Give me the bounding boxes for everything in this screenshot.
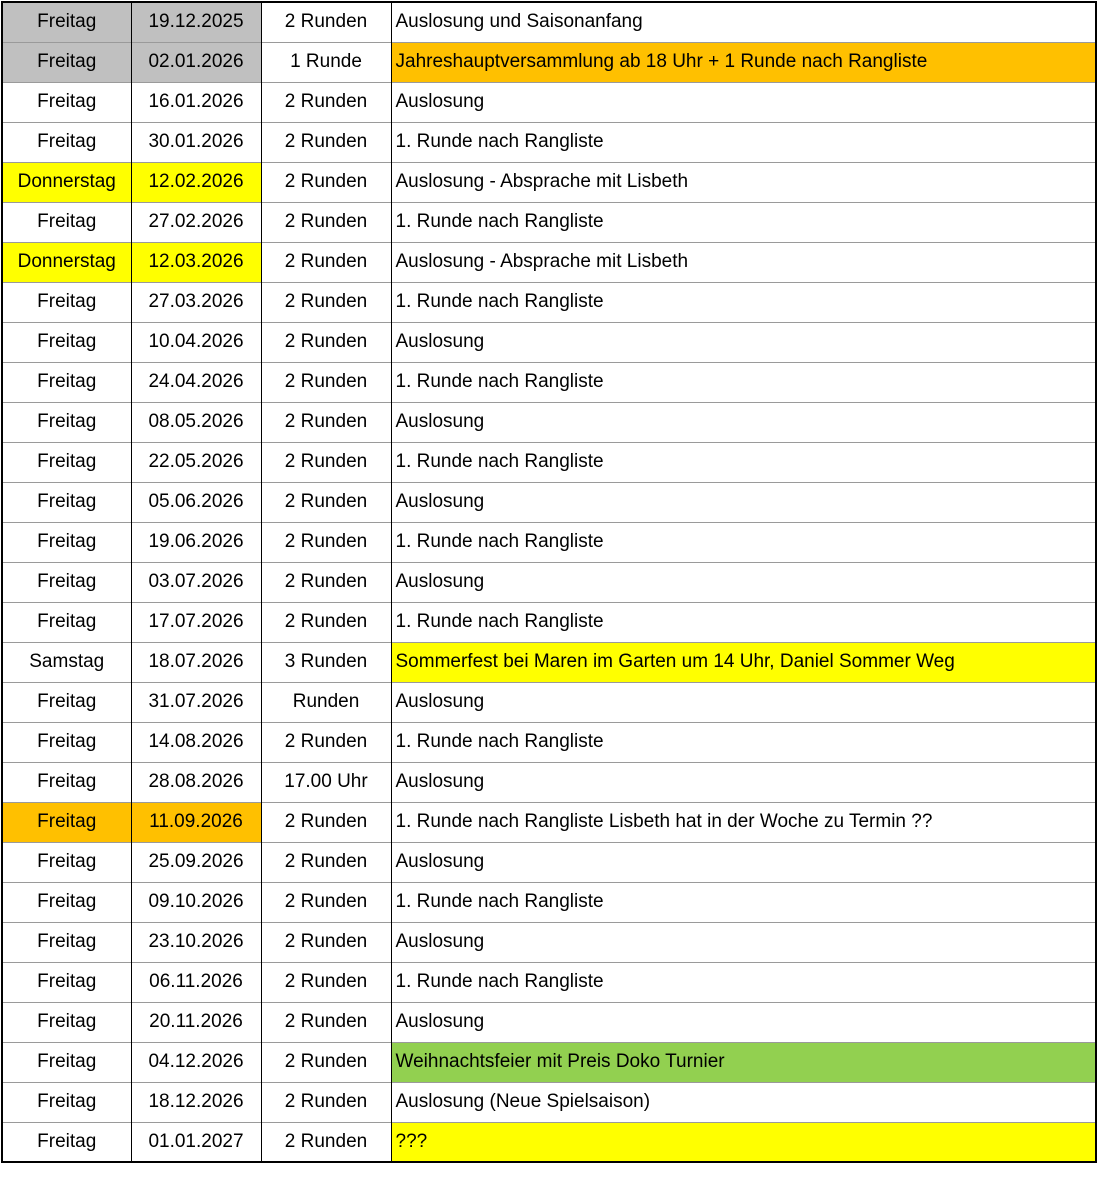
table-row <box>2 562 1096 602</box>
weekday-cell[interactable]: Freitag <box>2 1122 131 1162</box>
date-cell[interactable]: 28.08.2026 <box>131 762 261 802</box>
note-cell[interactable]: Auslosung <box>391 322 1096 362</box>
note-cell[interactable]: 1. Runde nach Rangliste <box>391 362 1096 402</box>
weekday-cell[interactable]: Freitag <box>2 922 131 962</box>
table-row <box>2 2 1096 42</box>
date-cell[interactable]: 22.05.2026 <box>131 442 261 482</box>
weekday-cell[interactable]: Freitag <box>2 602 131 642</box>
rounds-cell[interactable]: 2 Runden <box>261 1002 391 1042</box>
weekday-cell[interactable]: Freitag <box>2 122 131 162</box>
date-cell[interactable]: 20.11.2026 <box>131 1002 261 1042</box>
rounds-cell[interactable]: 2 Runden <box>261 242 391 282</box>
date-cell[interactable]: 23.10.2026 <box>131 922 261 962</box>
rounds-cell[interactable]: 2 Runden <box>261 802 391 842</box>
rounds-cell[interactable]: 2 Runden <box>261 362 391 402</box>
date-cell[interactable]: 31.07.2026 <box>131 682 261 722</box>
note-cell[interactable]: Auslosung - Absprache mit Lisbeth <box>391 162 1096 202</box>
note-cell[interactable]: 1. Runde nach Rangliste <box>391 722 1096 762</box>
date-cell[interactable]: 30.01.2026 <box>131 122 261 162</box>
note-cell[interactable]: Auslosung - Absprache mit Lisbeth <box>391 242 1096 282</box>
table-row <box>2 602 1096 642</box>
weekday-cell[interactable]: Freitag <box>2 2 131 42</box>
table-row <box>2 322 1096 362</box>
rounds-cell[interactable]: 2 Runden <box>261 842 391 882</box>
table-row <box>2 1082 1096 1122</box>
note-cell[interactable]: 1. Runde nach Rangliste <box>391 282 1096 322</box>
weekday-cell[interactable]: Freitag <box>2 1082 131 1122</box>
note-cell[interactable]: Auslosung <box>391 1002 1096 1042</box>
weekday-cell[interactable]: Freitag <box>2 1042 131 1082</box>
rounds-cell[interactable]: 2 Runden <box>261 1122 391 1162</box>
table-row <box>2 962 1096 1002</box>
weekday-cell[interactable]: Freitag <box>2 522 131 562</box>
weekday-cell[interactable]: Freitag <box>2 362 131 402</box>
weekday-cell[interactable]: Freitag <box>2 402 131 442</box>
date-cell[interactable]: 06.11.2026 <box>131 962 261 1002</box>
date-cell[interactable]: 04.12.2026 <box>131 1042 261 1082</box>
weekday-cell[interactable]: Freitag <box>2 482 131 522</box>
note-cell[interactable]: Auslosung <box>391 402 1096 442</box>
weekday-cell[interactable]: Samstag <box>2 642 131 682</box>
rounds-cell[interactable]: 1 Runde <box>261 42 391 82</box>
date-cell[interactable]: 14.08.2026 <box>131 722 261 762</box>
rounds-cell[interactable]: 2 Runden <box>261 602 391 642</box>
table-row <box>2 1042 1096 1082</box>
date-cell[interactable]: 03.07.2026 <box>131 562 261 602</box>
weekday-cell[interactable]: Freitag <box>2 882 131 922</box>
table-row <box>2 522 1096 562</box>
rounds-cell[interactable]: 2 Runden <box>261 282 391 322</box>
note-cell[interactable]: Auslosung <box>391 762 1096 802</box>
note-cell[interactable]: Sommerfest bei Maren im Garten um 14 Uhr, Daniel Sommer Weg <box>391 642 1096 682</box>
date-cell[interactable]: 08.05.2026 <box>131 402 261 442</box>
rounds-cell[interactable]: 2 Runden <box>261 162 391 202</box>
note-cell[interactable]: 1. Runde nach Rangliste <box>391 962 1096 1002</box>
date-cell[interactable]: 17.07.2026 <box>131 602 261 642</box>
table-row <box>2 922 1096 962</box>
table-row <box>2 482 1096 522</box>
weekday-cell[interactable]: Freitag <box>2 1002 131 1042</box>
rounds-cell[interactable]: 2 Runden <box>261 882 391 922</box>
date-cell[interactable]: 27.03.2026 <box>131 282 261 322</box>
date-cell[interactable]: 01.01.2027 <box>131 1122 261 1162</box>
table-row <box>2 202 1096 242</box>
note-cell[interactable]: 1. Runde nach Rangliste <box>391 202 1096 242</box>
date-cell[interactable]: 09.10.2026 <box>131 882 261 922</box>
rounds-cell[interactable]: 2 Runden <box>261 922 391 962</box>
weekday-cell[interactable]: Donnerstag <box>2 162 131 202</box>
weekday-cell[interactable]: Freitag <box>2 202 131 242</box>
table-row <box>2 722 1096 762</box>
note-cell[interactable]: ??? <box>391 1122 1096 1162</box>
note-cell[interactable]: Jahreshauptversammlung ab 18 Uhr + 1 Runde nach Rangliste <box>391 42 1096 82</box>
schedule-table <box>1 1 1097 1163</box>
rounds-cell[interactable]: 2 Runden <box>261 82 391 122</box>
date-cell[interactable]: 12.03.2026 <box>131 242 261 282</box>
weekday-cell[interactable]: Freitag <box>2 442 131 482</box>
rounds-cell[interactable]: 2 Runden <box>261 522 391 562</box>
table-row <box>2 162 1096 202</box>
weekday-cell[interactable]: Donnerstag <box>2 242 131 282</box>
weekday-cell[interactable]: Freitag <box>2 802 131 842</box>
table-row <box>2 82 1096 122</box>
date-cell[interactable]: 10.04.2026 <box>131 322 261 362</box>
table-row <box>2 282 1096 322</box>
date-cell[interactable]: 18.07.2026 <box>131 642 261 682</box>
note-cell[interactable]: 1. Runde nach Rangliste <box>391 522 1096 562</box>
weekday-cell[interactable]: Freitag <box>2 282 131 322</box>
rounds-cell[interactable]: 2 Runden <box>261 2 391 42</box>
date-cell[interactable]: 11.09.2026 <box>131 802 261 842</box>
note-cell[interactable]: 1. Runde nach Rangliste Lisbeth hat in der Woche zu Termin ?? <box>391 802 1096 842</box>
date-cell[interactable]: 27.02.2026 <box>131 202 261 242</box>
note-cell[interactable]: 1. Runde nach Rangliste <box>391 442 1096 482</box>
weekday-cell[interactable]: Freitag <box>2 82 131 122</box>
weekday-cell[interactable]: Freitag <box>2 842 131 882</box>
date-cell[interactable]: 02.01.2026 <box>131 42 261 82</box>
date-cell[interactable]: 05.06.2026 <box>131 482 261 522</box>
table-row <box>2 42 1096 82</box>
note-cell[interactable]: 1. Runde nach Rangliste <box>391 602 1096 642</box>
rounds-cell[interactable]: 2 Runden <box>261 202 391 242</box>
note-cell[interactable]: Auslosung und Saisonanfang <box>395 11 643 33</box>
note-cell[interactable]: 1. Runde nach Rangliste <box>391 882 1096 922</box>
table-row <box>2 642 1096 682</box>
rounds-cell[interactable]: 2 Runden <box>261 322 391 362</box>
note-cell[interactable]: Auslosung <box>391 82 1096 122</box>
rounds-cell[interactable]: 3 Runden <box>261 642 391 682</box>
rounds-cell[interactable]: Runden <box>261 682 391 722</box>
date-cell[interactable]: 12.02.2026 <box>131 162 261 202</box>
note-cell[interactable]: Weihnachtsfeier mit Preis Doko Turnier <box>391 1042 1096 1082</box>
date-cell[interactable]: 18.12.2026 <box>131 1082 261 1122</box>
rounds-cell[interactable]: 2 Runden <box>261 482 391 522</box>
table-row <box>2 1002 1096 1042</box>
weekday-cell[interactable]: Freitag <box>2 722 131 762</box>
note-cell[interactable]: Auslosung <box>391 842 1096 882</box>
note-cell[interactable]: Auslosung <box>391 482 1096 522</box>
note-cell[interactable]: Auslosung <box>391 682 1096 722</box>
weekday-cell[interactable]: Freitag <box>2 682 131 722</box>
weekday-cell[interactable]: Freitag <box>2 962 131 1002</box>
rounds-cell[interactable]: 2 Runden <box>261 722 391 762</box>
note-cell[interactable]: Auslosung <box>391 562 1096 602</box>
rounds-cell[interactable]: 2 Runden <box>261 1082 391 1122</box>
note-cell[interactable]: Auslosung (Neue Spielsaison) <box>391 1082 1096 1122</box>
rounds-cell[interactable]: 2 Runden <box>261 562 391 602</box>
table-row <box>2 842 1096 882</box>
rounds-cell[interactable]: 2 Runden <box>261 442 391 482</box>
rounds-cell[interactable]: 2 Runden <box>261 1042 391 1082</box>
table-row <box>2 242 1096 282</box>
note-cell[interactable]: 1. Runde nach Rangliste <box>391 122 1096 162</box>
rounds-cell[interactable]: 17.00 Uhr <box>261 762 391 802</box>
table-row <box>2 402 1096 442</box>
table-row <box>2 802 1096 842</box>
rounds-cell[interactable]: 2 Runden <box>261 962 391 1002</box>
weekday-cell[interactable]: Freitag <box>2 42 131 82</box>
table-row <box>2 682 1096 722</box>
weekday-cell[interactable]: Freitag <box>2 562 131 602</box>
date-cell[interactable]: 19.06.2026 <box>131 522 261 562</box>
table-row <box>2 1122 1096 1162</box>
table-row <box>2 762 1096 802</box>
date-cell[interactable]: 19.12.2025 <box>131 2 261 42</box>
schedule-body <box>2 2 1096 1162</box>
date-cell[interactable]: 24.04.2026 <box>131 362 261 402</box>
note-cell[interactable]: Auslosung <box>391 922 1096 962</box>
table-row <box>2 362 1096 402</box>
weekday-cell[interactable]: Freitag <box>2 322 131 362</box>
date-cell[interactable]: 25.09.2026 <box>131 842 261 882</box>
table-row <box>2 442 1096 482</box>
rounds-cell[interactable]: 2 Runden <box>261 122 391 162</box>
table-row <box>2 882 1096 922</box>
rounds-cell[interactable]: 2 Runden <box>261 402 391 442</box>
date-cell[interactable]: 16.01.2026 <box>131 82 261 122</box>
table-row <box>2 122 1096 162</box>
weekday-cell[interactable]: Freitag <box>2 762 131 802</box>
